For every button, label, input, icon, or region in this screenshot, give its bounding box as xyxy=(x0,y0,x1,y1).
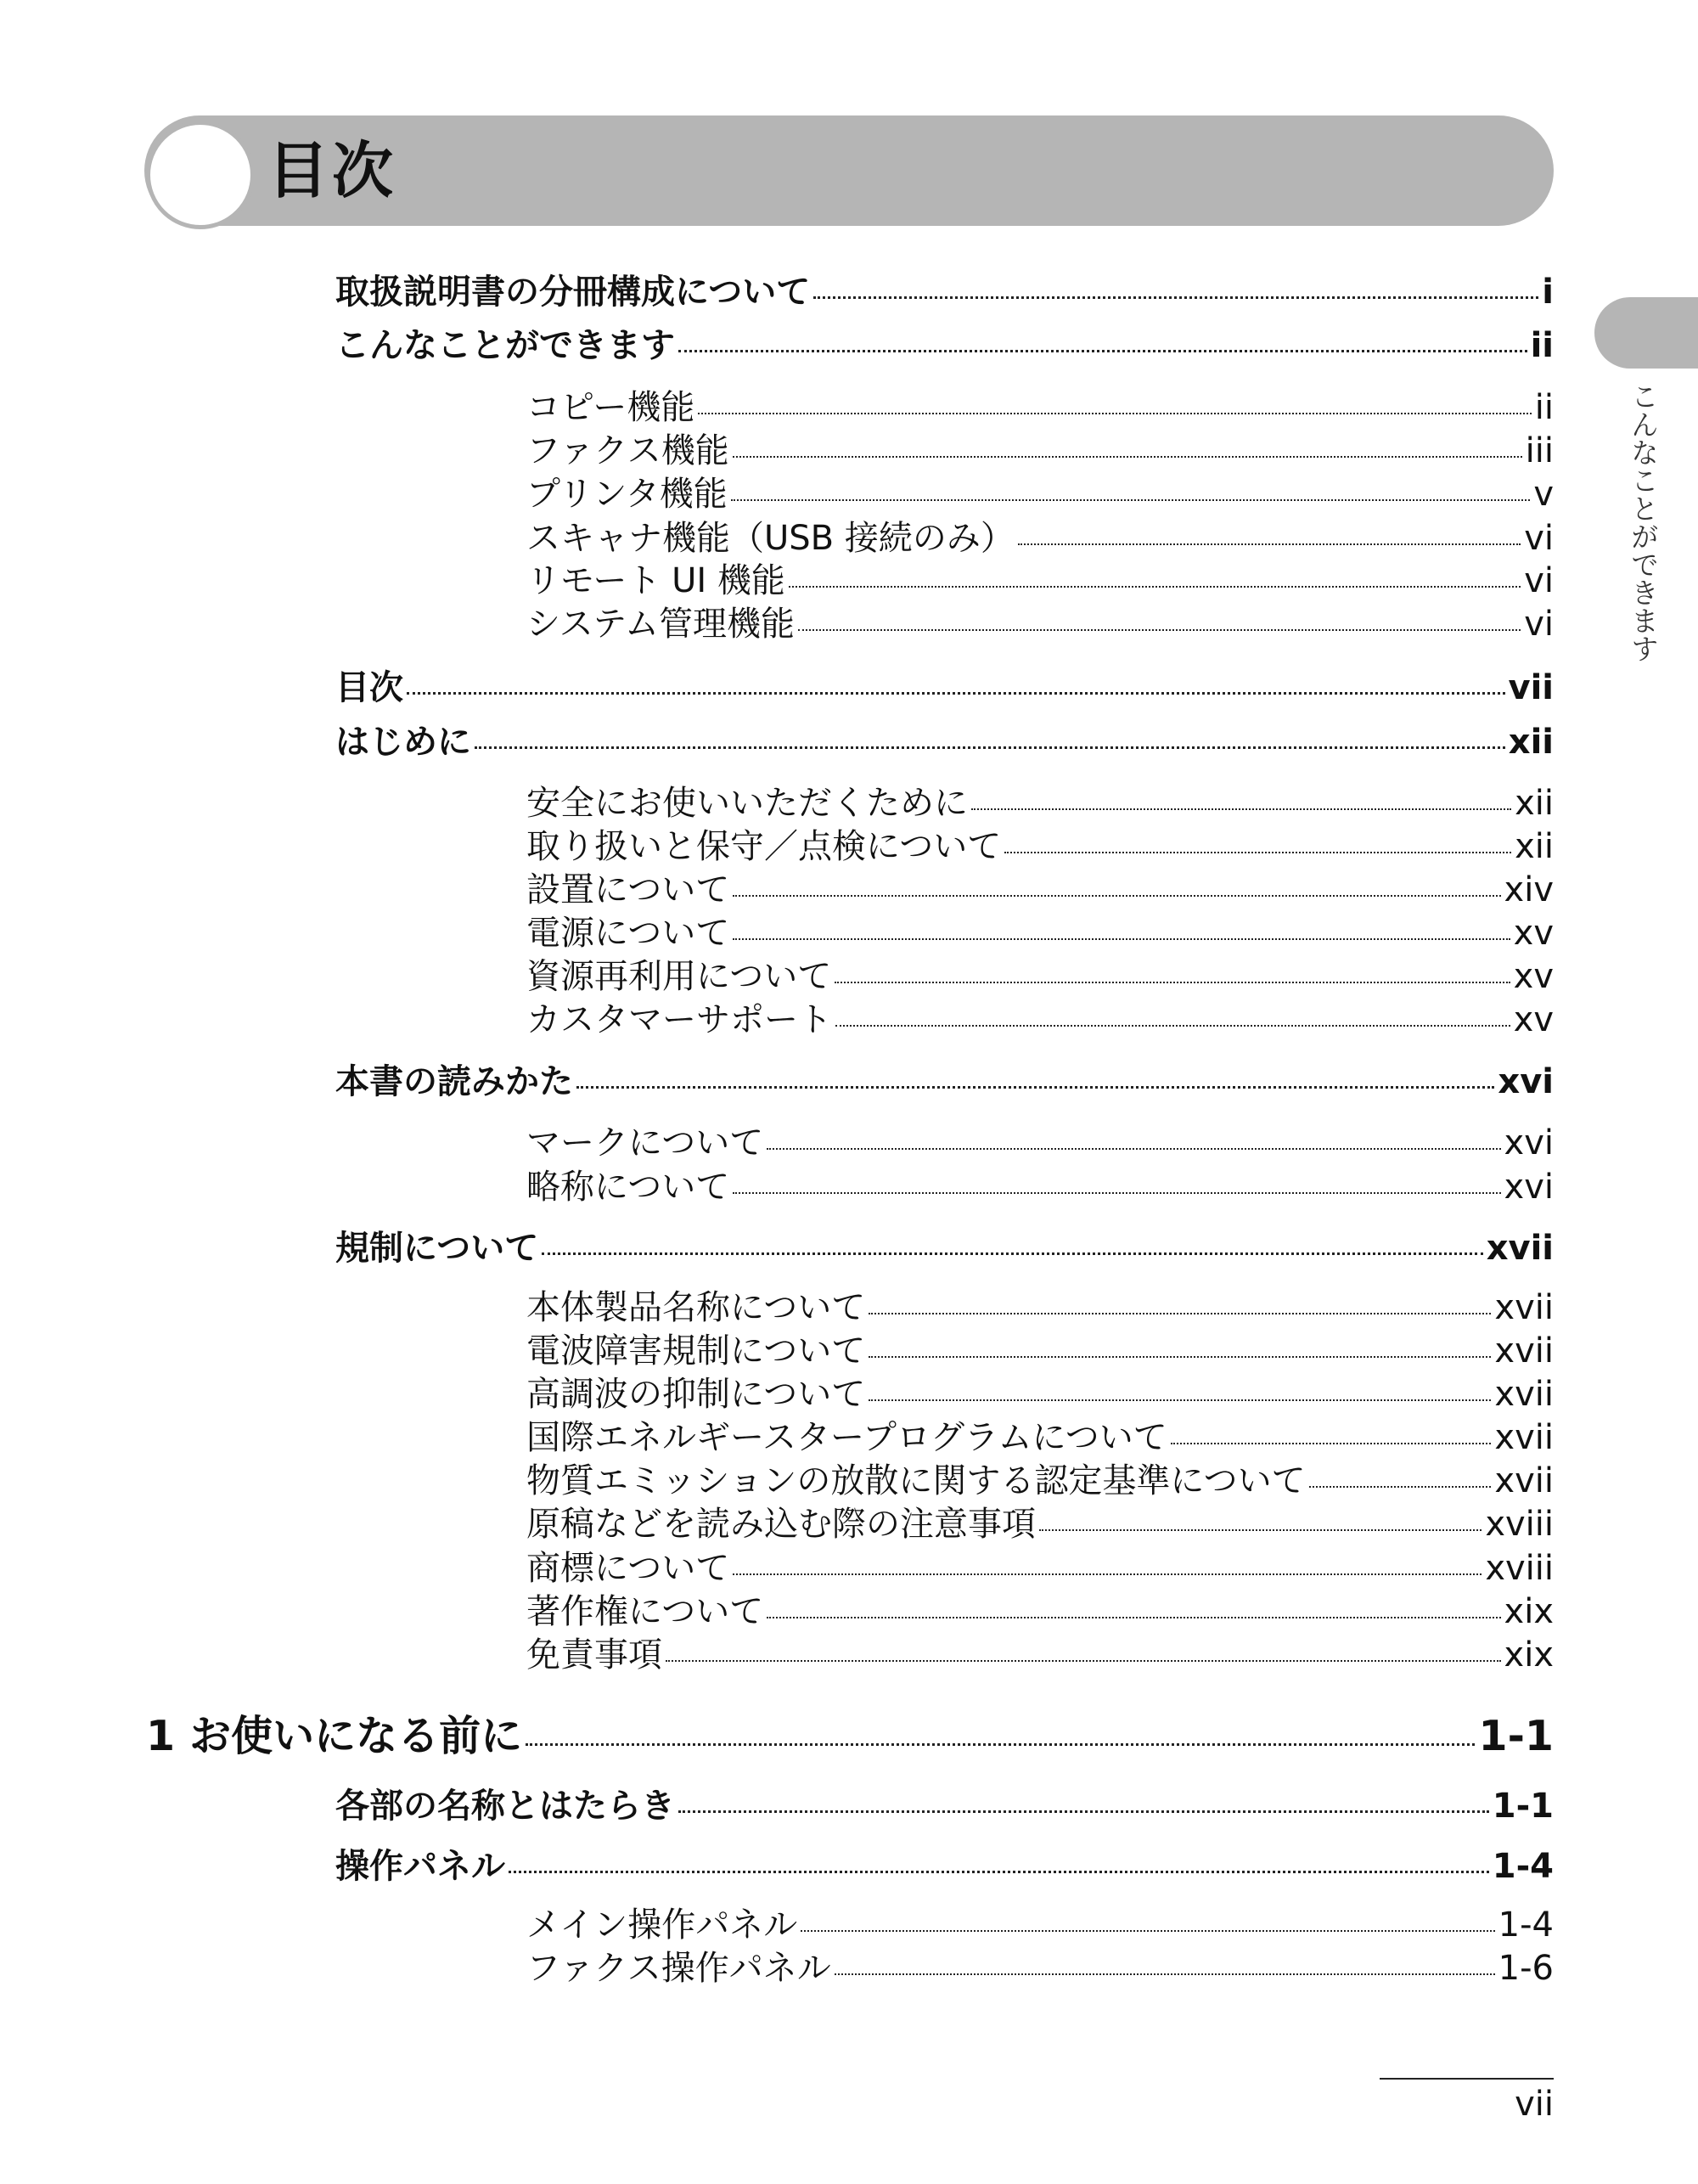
toc-subsection[interactable] xyxy=(526,1541,1554,1588)
toc-chapter[interactable] xyxy=(146,1703,1554,1763)
toc-subsection[interactable] xyxy=(526,1497,1554,1544)
toc-dot-leader xyxy=(801,1930,1494,1932)
toc-entry-page: v xyxy=(1533,475,1554,514)
footer-rule xyxy=(1380,2078,1554,2080)
toc-entry-page: xviii xyxy=(1485,1549,1554,1588)
toc-dot-leader xyxy=(835,1973,1495,1975)
toc-subsection[interactable] xyxy=(526,776,1554,823)
toc-subsection[interactable] xyxy=(526,863,1554,909)
toc-dot-leader xyxy=(733,456,1522,458)
toc-entry-label: 取り扱いと保守／点検について xyxy=(526,827,1002,866)
toc-subsection[interactable] xyxy=(526,1281,1554,1327)
toc-entry-page: vii xyxy=(1508,668,1554,707)
header-circle-decoration xyxy=(146,121,255,229)
toc-dot-leader xyxy=(789,586,1521,588)
toc-dot-leader xyxy=(767,1617,1500,1618)
toc-dot-leader xyxy=(678,1810,1489,1813)
toc-entry-label: 電波障害規制について xyxy=(526,1331,866,1371)
toc-entry-label: プリンタ機能 xyxy=(526,475,728,514)
toc-entry-label: 各部の名称とはたらき xyxy=(335,1787,675,1826)
toc-entry-page: vi xyxy=(1524,519,1554,558)
toc-entry-label: 物質エミッションの放散に関する認定基準について xyxy=(526,1461,1306,1500)
toc-dot-leader xyxy=(1309,1486,1492,1488)
toc-subsection[interactable] xyxy=(526,1941,1554,1988)
toc-entry-page: ii xyxy=(1530,326,1554,365)
toc-entry-label: ファクス操作パネル xyxy=(526,1949,831,1988)
toc-entry-label: 安全にお使いいただくために xyxy=(526,784,968,823)
toc-entry-label: 1 お使いになる前に xyxy=(146,1712,523,1760)
toc-dot-leader xyxy=(767,1148,1500,1150)
toc-dot-leader xyxy=(666,1660,1501,1662)
toc-entry-page: xv xyxy=(1513,1000,1554,1039)
toc-dot-leader xyxy=(475,746,1505,749)
toc-dot-leader xyxy=(869,1399,1491,1401)
toc-entry-label: 設置について xyxy=(526,870,730,909)
toc-entry-page: 1-1 xyxy=(1492,1787,1554,1826)
toc-dot-leader xyxy=(1039,1529,1482,1531)
toc-subsection[interactable] xyxy=(526,1116,1554,1162)
toc-subsection[interactable] xyxy=(526,380,1554,427)
toc-subsection[interactable] xyxy=(526,906,1554,953)
side-tab xyxy=(1594,297,1698,369)
toc-entry-label: メイン操作パネル xyxy=(526,1905,798,1945)
toc-entry-page: xix xyxy=(1504,1635,1554,1675)
toc-subsection[interactable] xyxy=(526,554,1554,600)
toc-dot-leader xyxy=(576,1086,1494,1089)
toc-dot-leader xyxy=(835,1025,1510,1027)
toc-entry-label: 著作権について xyxy=(526,1592,764,1631)
toc-entry-label: 略称について xyxy=(526,1168,730,1207)
toc-dot-leader xyxy=(1171,1443,1492,1444)
footer-page-number: vii xyxy=(1515,2085,1554,2124)
toc-entry-page: xvii xyxy=(1494,1331,1554,1371)
toc-entry-label: リモート UI 機能 xyxy=(526,561,785,600)
toc-entry-page: xv xyxy=(1513,957,1554,996)
toc-entry-page: 1-1 xyxy=(1478,1712,1554,1760)
toc-section[interactable] xyxy=(335,1221,1554,1270)
toc-subsection[interactable] xyxy=(526,1628,1554,1675)
toc-entry-page: xvii xyxy=(1494,1375,1554,1414)
toc-dot-leader xyxy=(733,938,1510,940)
toc-entry-label: 商標について xyxy=(526,1549,730,1588)
toc-dot-leader xyxy=(798,629,1521,631)
toc-entry-page: xiv xyxy=(1504,870,1554,909)
toc-entry-label: ファクス機能 xyxy=(526,431,729,470)
toc-subsection[interactable] xyxy=(526,1367,1554,1414)
toc-subsection[interactable] xyxy=(526,1160,1554,1207)
toc-subsection[interactable] xyxy=(526,1585,1554,1631)
toc-entry-page: xii xyxy=(1508,723,1554,762)
toc-dot-leader xyxy=(733,895,1500,897)
toc-entry-page: xvii xyxy=(1494,1288,1554,1327)
toc-dot-leader xyxy=(813,296,1538,299)
toc-dot-leader xyxy=(733,1192,1500,1194)
toc-entry-label: こんなことができます xyxy=(335,326,675,365)
toc-subsection[interactable] xyxy=(526,993,1554,1039)
toc-entry-page: xvi xyxy=(1504,1168,1554,1207)
toc-subsection[interactable] xyxy=(526,1898,1554,1945)
toc-subsection[interactable] xyxy=(526,424,1554,470)
toc-entry-page: xv xyxy=(1513,914,1554,953)
toc-entry-page: xvi xyxy=(1504,1123,1554,1162)
toc-entry-label: 高調波の抑制について xyxy=(526,1375,866,1414)
toc-dot-leader xyxy=(526,1743,1475,1746)
toc-entry-label: コピー機能 xyxy=(526,388,695,427)
toc-dot-leader xyxy=(869,1356,1491,1358)
toc-entry-page: xvi xyxy=(1498,1062,1554,1101)
toc-section[interactable] xyxy=(335,715,1554,764)
toc-entry-page: xii xyxy=(1515,784,1554,823)
toc-subsection[interactable] xyxy=(526,597,1554,644)
toc-section[interactable] xyxy=(335,661,1554,710)
toc-dot-leader xyxy=(698,413,1531,414)
toc-section[interactable] xyxy=(335,1055,1554,1104)
toc-section[interactable] xyxy=(335,1779,1554,1828)
page-title: 目次 xyxy=(267,135,397,206)
toc-entry-page: iii xyxy=(1525,431,1554,470)
toc-entry-label: カスタマーサポート xyxy=(526,1000,832,1039)
toc-entry-page: vi xyxy=(1524,605,1554,644)
toc-subsection[interactable] xyxy=(526,949,1554,996)
toc-entry-label: 免責事項 xyxy=(526,1635,662,1675)
toc-subsection[interactable] xyxy=(526,1454,1554,1500)
toc-entry-page: 1-4 xyxy=(1498,1905,1554,1945)
toc-entry-page: xix xyxy=(1504,1592,1554,1631)
toc-subsection[interactable] xyxy=(526,467,1554,514)
toc-dot-leader xyxy=(1018,543,1521,545)
toc-entry-label: マークについて xyxy=(526,1123,764,1162)
toc-entry-label: 原稿などを読み込む際の注意事項 xyxy=(526,1505,1036,1544)
toc-dot-leader xyxy=(542,1252,1483,1255)
toc-entry-label: 資源再利用について xyxy=(526,957,832,996)
toc-section[interactable] xyxy=(335,318,1554,368)
toc-entry-page: xvii xyxy=(1494,1418,1554,1457)
toc-entry-page: 1-4 xyxy=(1492,1847,1554,1886)
toc-subsection[interactable] xyxy=(526,1324,1554,1371)
toc-subsection[interactable] xyxy=(526,1410,1554,1457)
toc-entry-label: 本書の読みかた xyxy=(335,1062,573,1101)
toc-subsection[interactable] xyxy=(526,819,1554,866)
toc-entry-label: スキャナ機能（USB 接続のみ） xyxy=(526,519,1015,558)
toc-dot-leader xyxy=(733,1573,1482,1575)
toc-entry-label: 操作パネル xyxy=(335,1847,505,1886)
toc-entry-page: xviii xyxy=(1485,1505,1554,1544)
toc-entry-page: xii xyxy=(1515,827,1554,866)
toc-entry-label: 本体製品名称について xyxy=(526,1288,866,1327)
toc-dot-leader xyxy=(731,499,1531,501)
toc-entry-label: はじめに xyxy=(335,723,471,762)
toc-dot-leader xyxy=(509,1871,1489,1873)
toc-entry-label: 目次 xyxy=(335,668,403,707)
toc-subsection[interactable] xyxy=(526,511,1554,558)
toc-section[interactable] xyxy=(335,265,1554,314)
side-tab-label: こんなことができます xyxy=(1627,382,1660,662)
toc-dot-leader xyxy=(678,350,1527,352)
toc-dot-leader xyxy=(407,692,1505,695)
toc-dot-leader xyxy=(1004,852,1511,853)
toc-entry-page: ii xyxy=(1534,388,1554,427)
toc-entry-label: 取扱説明書の分冊構成について xyxy=(335,273,811,312)
toc-dot-leader xyxy=(971,808,1511,810)
toc-entry-page: 1-6 xyxy=(1498,1949,1554,1988)
toc-section[interactable] xyxy=(335,1839,1554,1888)
toc-entry-label: 国際エネルギースタープログラムについて xyxy=(526,1418,1167,1457)
toc-entry-label: 規制について xyxy=(335,1229,539,1268)
toc-entry-page: i xyxy=(1542,273,1554,312)
toc-entry-page: vi xyxy=(1524,561,1554,600)
toc-dot-leader xyxy=(869,1313,1491,1314)
toc-entry-label: システム管理機能 xyxy=(526,605,795,644)
toc-entry-label: 電源について xyxy=(526,914,730,953)
toc-dot-leader xyxy=(835,982,1510,983)
toc-entry-page: xvii xyxy=(1494,1461,1554,1500)
toc-entry-page: xvii xyxy=(1486,1229,1554,1268)
